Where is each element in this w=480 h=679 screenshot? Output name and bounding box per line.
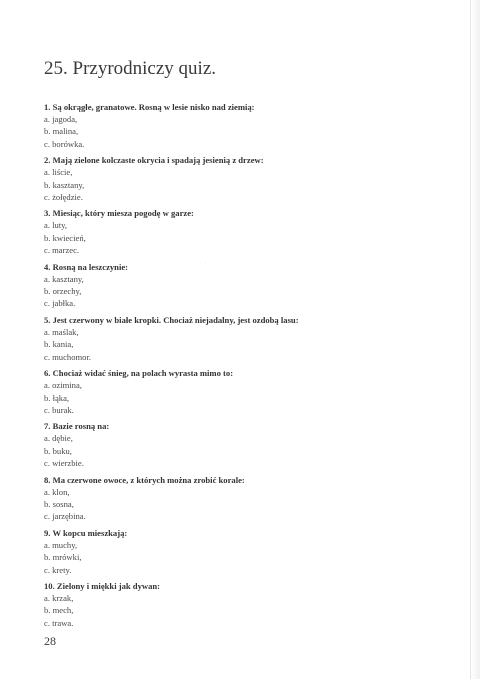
question-text: 8. Ma czerwone owoce, z których można zrobić korale: xyxy=(44,474,245,485)
page-shadow xyxy=(470,0,480,679)
answer-c: c. krety. xyxy=(44,564,72,575)
question-text: 7. Bazie rosną na: xyxy=(44,421,110,432)
answer-c: c. jabłka. xyxy=(44,298,76,309)
question-6 xyxy=(44,367,444,416)
question-4 xyxy=(44,261,444,310)
question-text: 6. Chociaż widać śnieg, na polach wyrasta mimo to: xyxy=(44,368,234,379)
question-5 xyxy=(44,314,444,363)
question-text: 3. Miesiąc, który miesza pogodę w garze: xyxy=(44,208,194,219)
question-7 xyxy=(44,420,444,469)
question-text: 9. W kopcu mieszkają: xyxy=(44,527,128,538)
page-number: 28 xyxy=(44,634,56,648)
answer-b: b. mech, xyxy=(44,605,74,616)
answer-b: b. sosna, xyxy=(44,498,74,509)
answer-c: c. wierzbie. xyxy=(44,458,84,469)
answer-a: a. luty, xyxy=(44,220,68,231)
question-text: 4. Rosną na leszczynie: xyxy=(44,261,129,272)
answer-c: c. borówka. xyxy=(44,138,85,149)
answer-a: a. muchy, xyxy=(44,539,78,550)
answer-c: c. muchomor. xyxy=(44,351,92,362)
answer-a: a. jagoda, xyxy=(44,114,78,124)
answer-b: b. mrówki, xyxy=(44,552,82,563)
question-text: 5. Jest czerwony w białe kropki. Chociaż niejadalny, jest ozdobą lasu: xyxy=(44,314,299,325)
question-text: 2. Mają zielone kolczaste okrycia i spadają jesienią z drzew: xyxy=(44,155,264,166)
answer-a: a. maślak, xyxy=(44,326,79,337)
answer-a: a. kasztany, xyxy=(44,273,84,284)
page-title: 25. Przyrodniczy quiz. xyxy=(44,58,217,79)
answer-c: c. jarzębina. xyxy=(44,511,86,522)
question-1 xyxy=(44,101,444,150)
answer-c: c. żołędzie. xyxy=(44,192,83,203)
answer-b: b. orzechy, xyxy=(44,286,82,297)
question-10 xyxy=(44,580,444,629)
answer-c: c. trawa. xyxy=(44,617,74,628)
question-9 xyxy=(44,527,444,576)
scan-speck: ' xyxy=(205,263,206,268)
question-8 xyxy=(44,474,444,523)
question-text: 1. Są okrągłe, granatowe. Rosną w lesie nisko nad ziemią: xyxy=(44,102,255,112)
answer-b: b. malina, xyxy=(44,126,79,137)
answer-c: c. marzec. xyxy=(44,245,80,256)
question-3 xyxy=(44,207,444,256)
answer-c: c. burak. xyxy=(44,404,74,415)
answer-b: b. kania, xyxy=(44,339,74,350)
question-2 xyxy=(44,154,444,203)
answer-b: b. buku, xyxy=(44,445,72,456)
answer-b: b. kasztany, xyxy=(44,179,85,190)
answer-b: b. kwiecień, xyxy=(44,232,86,243)
quiz xyxy=(44,101,444,633)
answer-a: a. krzak, xyxy=(44,592,74,603)
answer-a: a. klon, xyxy=(44,486,70,497)
answer-a: a. ozimina, xyxy=(44,380,82,391)
question-text: 10. Zielony i miękki jak dywan: xyxy=(44,580,161,591)
answer-b: b. łąka, xyxy=(44,392,70,403)
answer-a: a. liście, xyxy=(44,167,73,178)
answer-a: a. dębie, xyxy=(44,433,73,444)
